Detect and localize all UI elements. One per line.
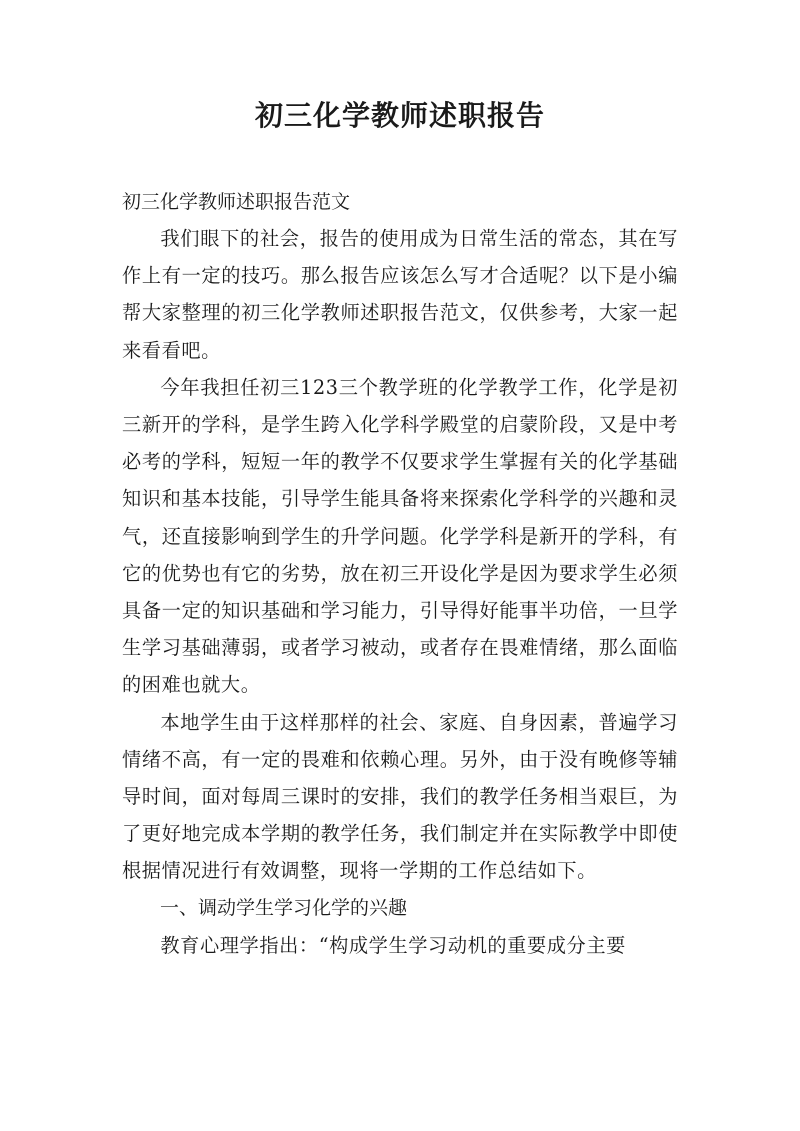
document-body: [122, 184, 678, 964]
paragraph-student-situation: 本地学生由于这样那样的社会、家庭、自身因素，普遍学习情绪不高，有一定的畏难和依赖心理。另外，由于没有晚修等辅导时间，面对每周三课时的安排，我们的教学任务相当艰巨，为了更好地完成本学期的教学任务，我们制定并在实际教学中即使根据情况进行有效调整，现将一学期的工作总结如下。: [122, 710, 678, 883]
document-subtitle: 初三化学教师述职报告范文: [122, 191, 351, 213]
paragraph-teaching-work: 今年我担任初三123三个教学班的化学教学工作，化学是初三新开的学科，是学生跨入化学科学殿堂的启蒙阶段，又是中考必考的学科，短短一年的教学不仅要求学生掌握有关的化学基础知识和基本技能，引导学生能具备将来探索化学科学的兴趣和灵气，还直接影响到学生的升学问题。化学学科是新开的学科，有它的优势也有它的劣势，放在初三开设化学是因为要求学生必须具备一定的知识基础和学习能力，引导得好能事半功倍，一旦学生学习基础薄弱，或者学习被动，或者存在畏难情绪，那么面临的困难也就大。: [122, 375, 678, 697]
section-heading: 一、调动学生学习化学的兴趣: [160, 896, 408, 919]
paragraph-intro: 我们眼下的社会，报告的使用成为日常生活的常态，其在写作上有一定的技巧。那么报告应该怎么写才合适呢？以下是小编帮大家整理的初三化学教师述职报告范文，仅供参考，大家一起来看看吧。: [122, 227, 678, 362]
paragraph-psychology: 教育心理学指出：“构成学生学习动机的重要成分主要: [160, 933, 626, 957]
document-title: 初三化学教师述职报告: [254, 99, 545, 132]
